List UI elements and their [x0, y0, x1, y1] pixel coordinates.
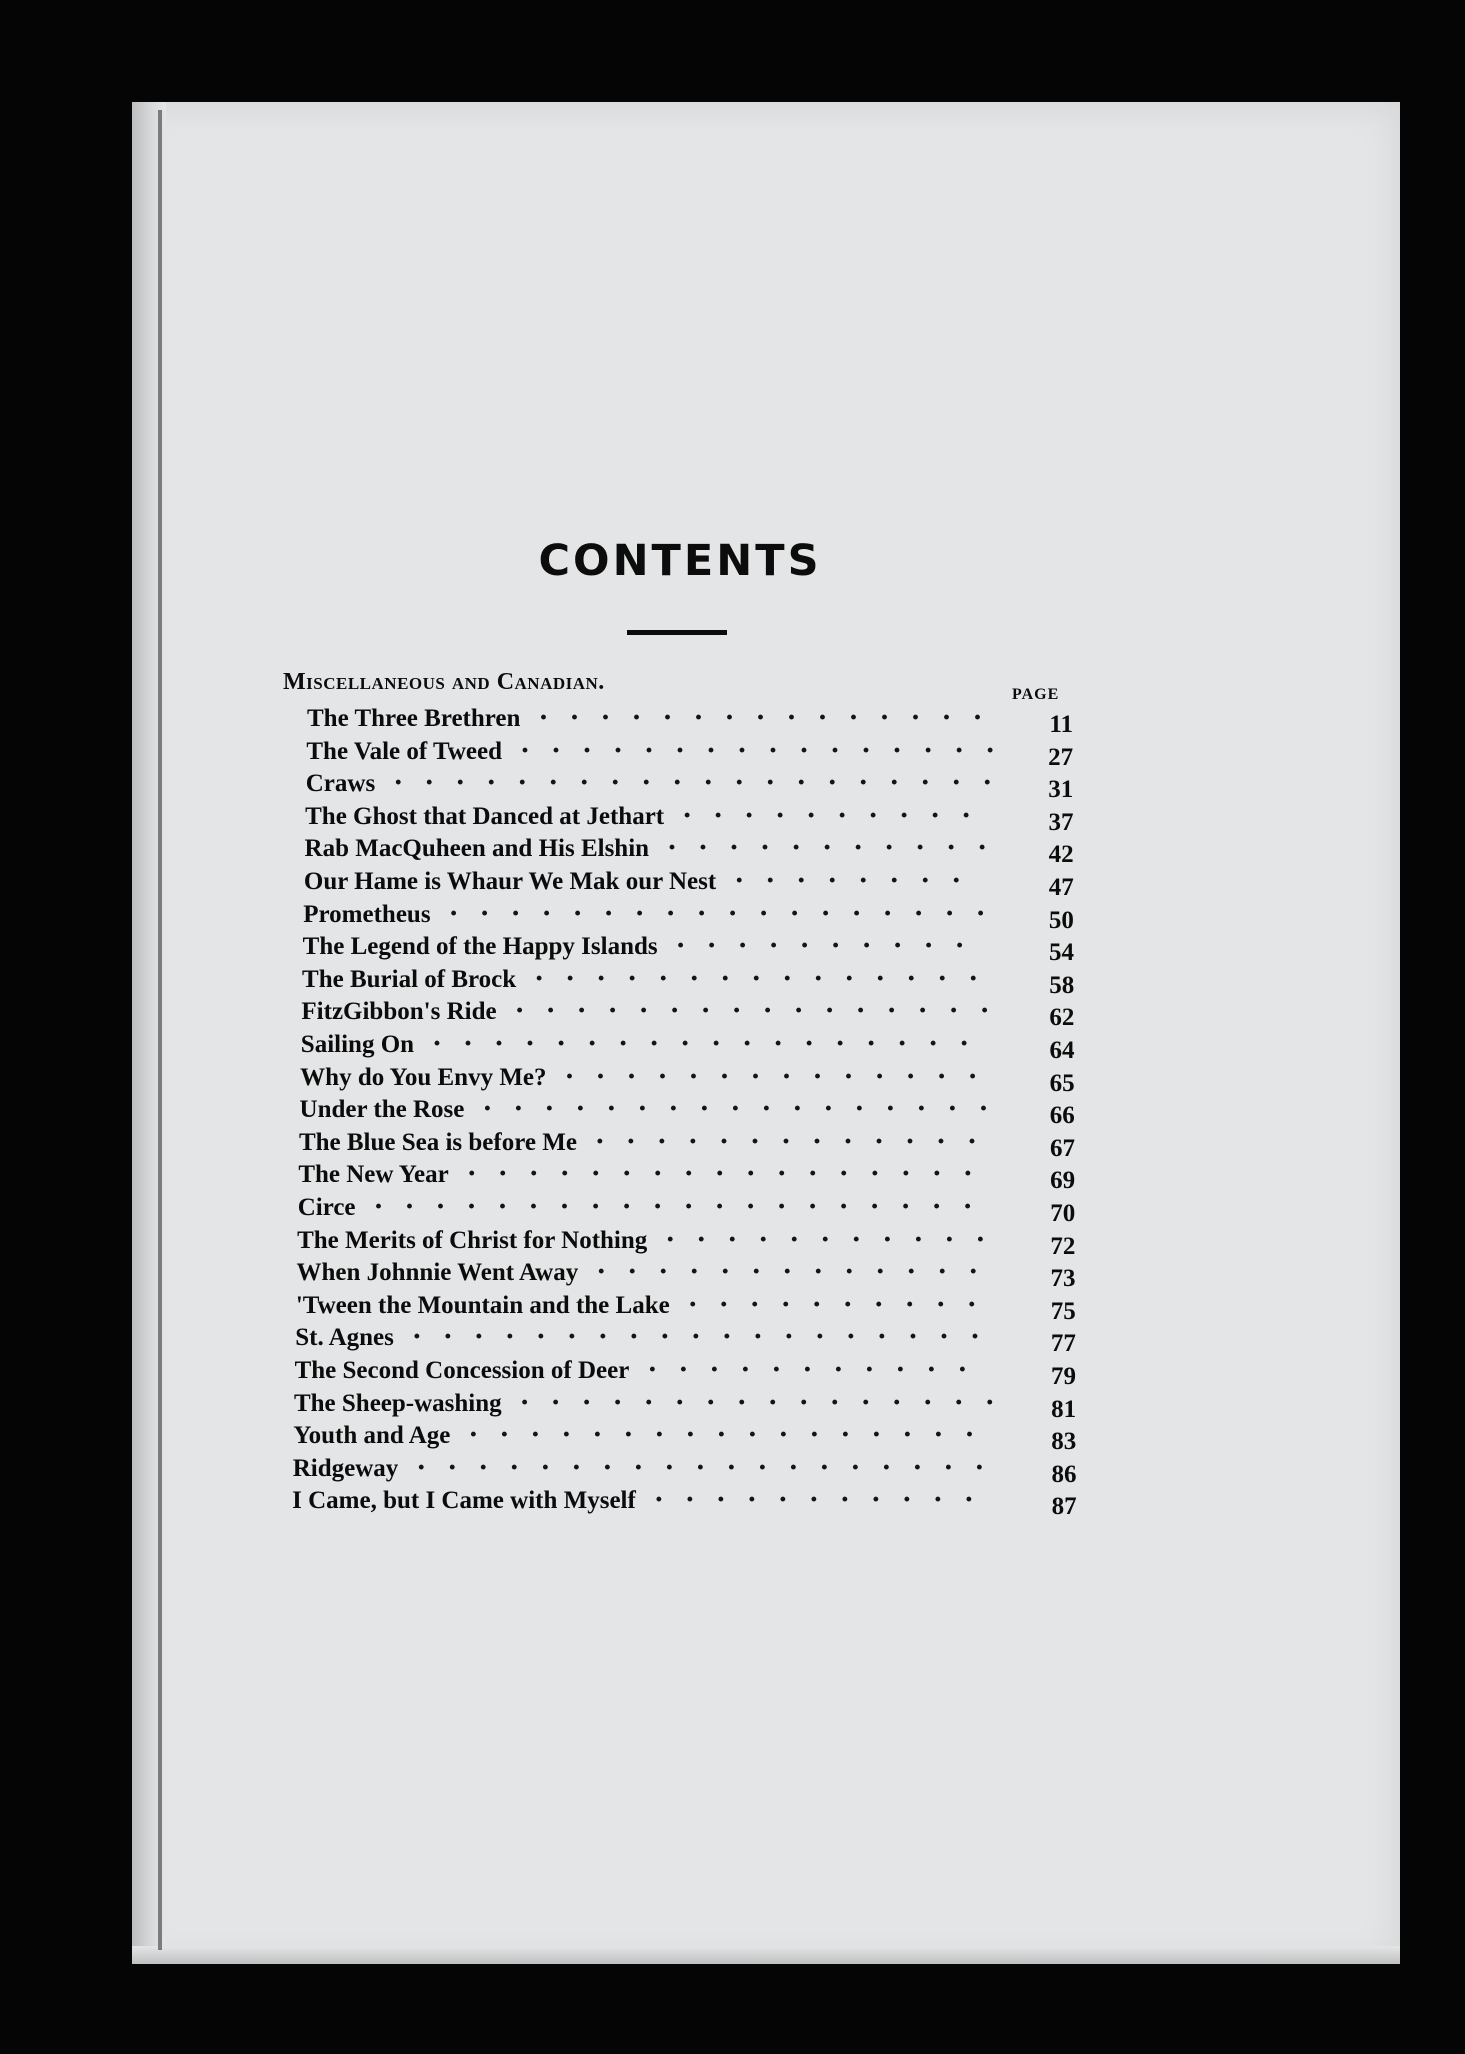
dot-leader: ·········· — [682, 798, 993, 832]
contents-entry — [0, 994, 1465, 1032]
contents-entry — [0, 1222, 1465, 1260]
entry-title: The Merits of Christ for Nothing — [297, 1226, 648, 1254]
dot-leader: ··················· — [411, 1320, 1001, 1354]
dot-leader: ··············· — [538, 701, 1004, 734]
contents-entry — [0, 1450, 1465, 1488]
entry-page-number: 87 — [1051, 1493, 1077, 1521]
dot-leader: ··········· — [653, 1483, 995, 1517]
entry-page-number: 77 — [1050, 1330, 1076, 1358]
contents-entry — [0, 1190, 1465, 1227]
entry-page-number: 70 — [1050, 1200, 1076, 1227]
dot-leader: ········ — [734, 864, 983, 897]
dot-leader: ··········· — [667, 831, 1009, 865]
entry-title: 'Tween the Mountain and the Lake — [295, 1291, 670, 1319]
contents-heading: CONTENTS — [538, 536, 822, 586]
entry-title: Why do You Envy Me? — [300, 1063, 547, 1091]
entry-page-number: 58 — [1049, 971, 1075, 999]
dot-leader: ··········· — [665, 1222, 1007, 1256]
dot-leader: ················· — [468, 1418, 996, 1452]
entry-title: Circe — [297, 1194, 356, 1221]
entry-page-number: 27 — [1048, 743, 1074, 771]
entry-page-number: 62 — [1049, 1004, 1075, 1032]
contents-entry — [0, 798, 1465, 836]
entry-page-number: 67 — [1049, 1134, 1075, 1162]
dot-leader: ············· — [594, 1124, 998, 1158]
entry-page-number: 31 — [1048, 776, 1074, 804]
entry-title: Our Hame is Whaur We Mak our Nest — [303, 868, 717, 895]
entry-title: Youth and Age — [293, 1422, 451, 1450]
entry-page-number: 42 — [1048, 841, 1074, 869]
entry-title: The Vale of Tweed — [306, 737, 502, 765]
entry-title: I Came, but I Came with Myself — [292, 1487, 636, 1515]
entry-page-number: 75 — [1050, 1297, 1076, 1325]
dot-leader: ···················· — [393, 766, 1014, 800]
contents-entry — [0, 896, 1465, 934]
contents-entry — [0, 1483, 1465, 1521]
dot-leader: ·········· — [675, 929, 986, 963]
entry-title: St. Agnes — [295, 1324, 394, 1352]
dot-leader: ··········· — [647, 1353, 989, 1386]
entry-page-number: 72 — [1050, 1232, 1076, 1260]
entry-title: Rab MacQuheen and His Elshin — [304, 835, 650, 863]
contents-entry — [0, 1092, 1465, 1130]
entry-page-number: 54 — [1049, 939, 1075, 967]
dot-leader: ·················· — [448, 896, 1007, 930]
section-heading: Miscellaneous and Canadian. — [283, 669, 605, 695]
contents-entry — [0, 1385, 1465, 1423]
contents-entry — [0, 929, 1465, 967]
entry-title: FitzGibbon's Ride — [301, 998, 497, 1026]
contents-entry — [0, 1418, 1465, 1456]
dot-leader: ················· — [466, 1157, 994, 1191]
contents-entry — [0, 766, 1465, 804]
entry-title: The Legend of the Happy Islands — [302, 933, 658, 961]
dot-leader: ············· — [596, 1255, 1000, 1289]
entry-title: Sailing On — [300, 1031, 415, 1058]
dot-leader: ················ — [519, 1385, 1016, 1419]
contents-entry — [0, 1124, 1465, 1162]
dot-leader: ··················· — [416, 1450, 1006, 1484]
entry-title: Under the Rose — [299, 1096, 465, 1124]
contents-entry — [0, 733, 1465, 771]
contents-entry — [0, 1287, 1465, 1325]
contents-entry — [0, 1255, 1465, 1293]
dot-leader: ··············· — [534, 961, 1000, 995]
entry-title: When Johnnie Went Away — [296, 1259, 579, 1287]
contents-entry — [0, 1353, 1465, 1390]
entry-page-number: 86 — [1051, 1460, 1077, 1488]
entry-page-number: 50 — [1048, 906, 1074, 934]
dot-leader: ·············· — [564, 1059, 999, 1093]
contents-entry — [0, 864, 1465, 901]
contents-entry — [0, 961, 1465, 999]
entry-title: Ridgeway — [292, 1454, 399, 1482]
entry-title: The New Year — [298, 1161, 449, 1189]
contents-entry — [0, 1157, 1465, 1195]
dot-leader: ················· — [482, 1092, 1010, 1126]
entry-page-number: 65 — [1049, 1069, 1075, 1097]
entry-title: The Blue Sea is before Me — [298, 1128, 577, 1156]
contents-entry — [0, 701, 1465, 738]
dot-leader: ················ — [520, 733, 1017, 767]
entry-page-number: 73 — [1050, 1265, 1076, 1293]
dot-leader: ·········· — [687, 1287, 998, 1321]
entry-page-number: 47 — [1048, 874, 1074, 901]
entry-page-number: 81 — [1051, 1395, 1077, 1423]
entry-page-number: 66 — [1049, 1102, 1075, 1130]
entry-title: The Sheep-washing — [293, 1389, 502, 1417]
dot-leader: ················ — [514, 994, 1011, 1028]
entry-page-number: 83 — [1051, 1428, 1077, 1456]
contents-entry — [0, 1027, 1465, 1064]
page-column-label: PAGE — [1012, 686, 1060, 703]
entry-page-number: 79 — [1051, 1363, 1076, 1390]
entry-page-number: 11 — [1049, 711, 1073, 738]
entry-title: The Second Concession of Deer — [294, 1357, 630, 1384]
entry-page-number: 69 — [1050, 1167, 1076, 1195]
contents-entry — [0, 1320, 1465, 1358]
entry-title: Craws — [305, 770, 376, 798]
entry-page-number: 37 — [1048, 808, 1074, 836]
contents-entry — [0, 1059, 1465, 1097]
entry-title: The Ghost that Danced at Jethart — [305, 802, 665, 830]
entry-title: Prometheus — [303, 900, 431, 928]
dot-leader: ···················· — [373, 1190, 994, 1223]
entry-page-number: 64 — [1049, 1037, 1075, 1064]
contents-entry — [0, 831, 1465, 869]
dot-leader: ·················· — [432, 1027, 991, 1060]
entry-title: The Three Brethren — [307, 705, 521, 732]
entry-title: The Burial of Brock — [302, 965, 517, 993]
